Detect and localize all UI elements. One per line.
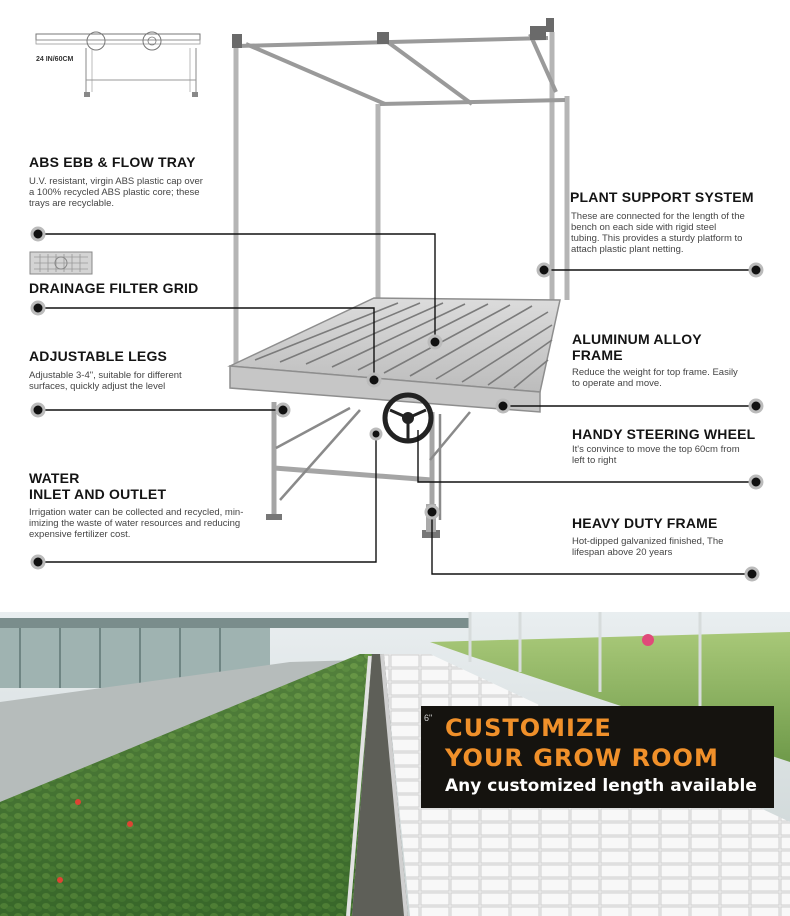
- feature-title-aluminum: ALUMINUM ALLOY FRAME: [572, 331, 702, 363]
- feature-desc-legs: Adjustable 3-4", suitable for different surfaces, quickly adjust the level: [29, 370, 182, 392]
- promo-line-2: YOUR GROW ROOM: [445, 744, 719, 772]
- feature-desc-aluminum: Reduce the weight for top frame. Easily to operate and move.: [572, 367, 738, 389]
- feature-title-wheel: HANDY STEERING WHEEL: [572, 426, 756, 442]
- feature-title-heavy: HEAVY DUTY FRAME: [572, 515, 718, 531]
- feature-desc-wheel: It's convince to move the top 60cm from left to right: [572, 444, 740, 466]
- feature-title-legs: ADJUSTABLE LEGS: [29, 348, 168, 364]
- feature-title-tray: ABS EBB & FLOW TRAY: [29, 154, 196, 170]
- feature-title-water: WATER INLET AND OUTLET: [29, 470, 167, 502]
- feature-title-drainage: DRAINAGE FILTER GRID: [29, 280, 199, 296]
- feature-desc-water: Irrigation water can be collected and recycled, min- imizing the waste of water resources and reducing expensive fertilizer cost.: [29, 507, 244, 540]
- promo-line-3: Any customized length available: [445, 776, 757, 796]
- dimension-label: 24 IN/60CM: [36, 56, 74, 63]
- feature-title-support: PLANT SUPPORT SYSTEM: [570, 189, 754, 205]
- feature-desc-tray: U.V. resistant, virgin ABS plastic cap over a 100% recycled ABS plastic core; these trays are recyclable.: [29, 176, 203, 209]
- promo-mark: 6": [424, 713, 433, 723]
- promo-line-1: CUSTOMIZE: [445, 714, 612, 742]
- feature-desc-support: These are connected for the length of the bench on each side with rigid steel tubing. This provides a sturdy platform to attach plastic plant netting.: [571, 211, 745, 255]
- customize-banner: [421, 706, 774, 808]
- feature-desc-heavy: Hot-dipped galvanized finished, The lifespan above 20 years: [572, 536, 724, 558]
